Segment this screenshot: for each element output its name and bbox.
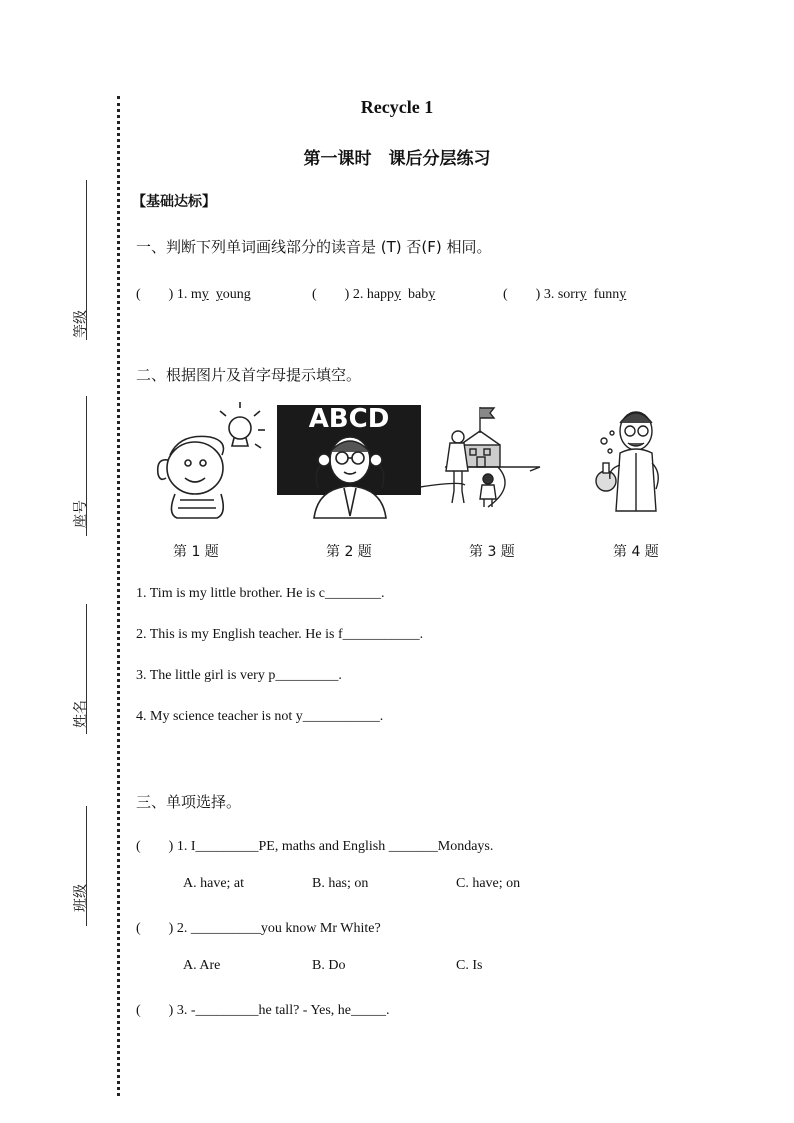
binding-dotted-line (117, 96, 120, 1096)
question-2-option-a: A. Are (183, 958, 221, 973)
fill-sentence-3: 3. The little girl is very p_________. (136, 668, 342, 683)
question-2: ( ) 2. __________you know Mr White? (136, 921, 381, 936)
part1-heading: 一、判断下列单词画线部分的读音是 (T) 否(F) 相同。 (136, 238, 492, 256)
fill-sentence-2: 2. This is my English teacher. He is f___________. (136, 627, 424, 642)
caption-1: 第 1 题 (173, 544, 219, 560)
level-tag: 【基础达标】 (132, 194, 216, 210)
seat-number-label: 座号 (73, 500, 89, 528)
grade-label: 等级 (73, 310, 89, 338)
class-label: 班级 (73, 884, 89, 912)
part1-item-2: ( ) 2. happy baby (312, 287, 436, 302)
caption-4: 第 4 题 (613, 544, 659, 560)
question-2-option-b: B. Do (312, 958, 346, 973)
page-title: Recycle 1 (360, 97, 434, 117)
question-2-option-c: C. Is (456, 958, 483, 973)
school-girls-illustration (420, 405, 550, 515)
caption-3: 第 3 题 (469, 544, 515, 560)
part3-heading: 三、单项选择。 (136, 793, 242, 811)
caption-2: 第 2 题 (326, 544, 372, 560)
question-1-option-b: B. has; on (312, 876, 369, 891)
part1-item-3: ( ) 3. sorry funny (503, 287, 627, 302)
question-1-option-c: C. have; on (456, 876, 521, 891)
teacher-illustration (300, 430, 400, 520)
fill-sentence-4: 4. My science teacher is not y___________. (136, 709, 384, 724)
question-1-option-a: A. have; at (183, 876, 245, 891)
part2-heading: 二、根据图片及首字母提示填空。 (136, 366, 362, 384)
page-subtitle: 第一课时 课后分层练习 (303, 149, 491, 169)
part1-item-1: ( ) 1. my young (136, 287, 251, 302)
question-3: ( ) 3. -_________he tall? - Yes, he_____. (136, 1003, 390, 1018)
boy-idea-illustration (140, 400, 280, 520)
name-label: 姓名 (73, 700, 89, 728)
question-1: ( ) 1. I_________PE, maths and English _______Mondays. (136, 839, 494, 854)
blackboard-text: ABCD (308, 404, 390, 434)
fill-sentence-1: 1. Tim is my little brother. He is c________. (136, 586, 385, 601)
scientist-illustration (590, 405, 680, 515)
